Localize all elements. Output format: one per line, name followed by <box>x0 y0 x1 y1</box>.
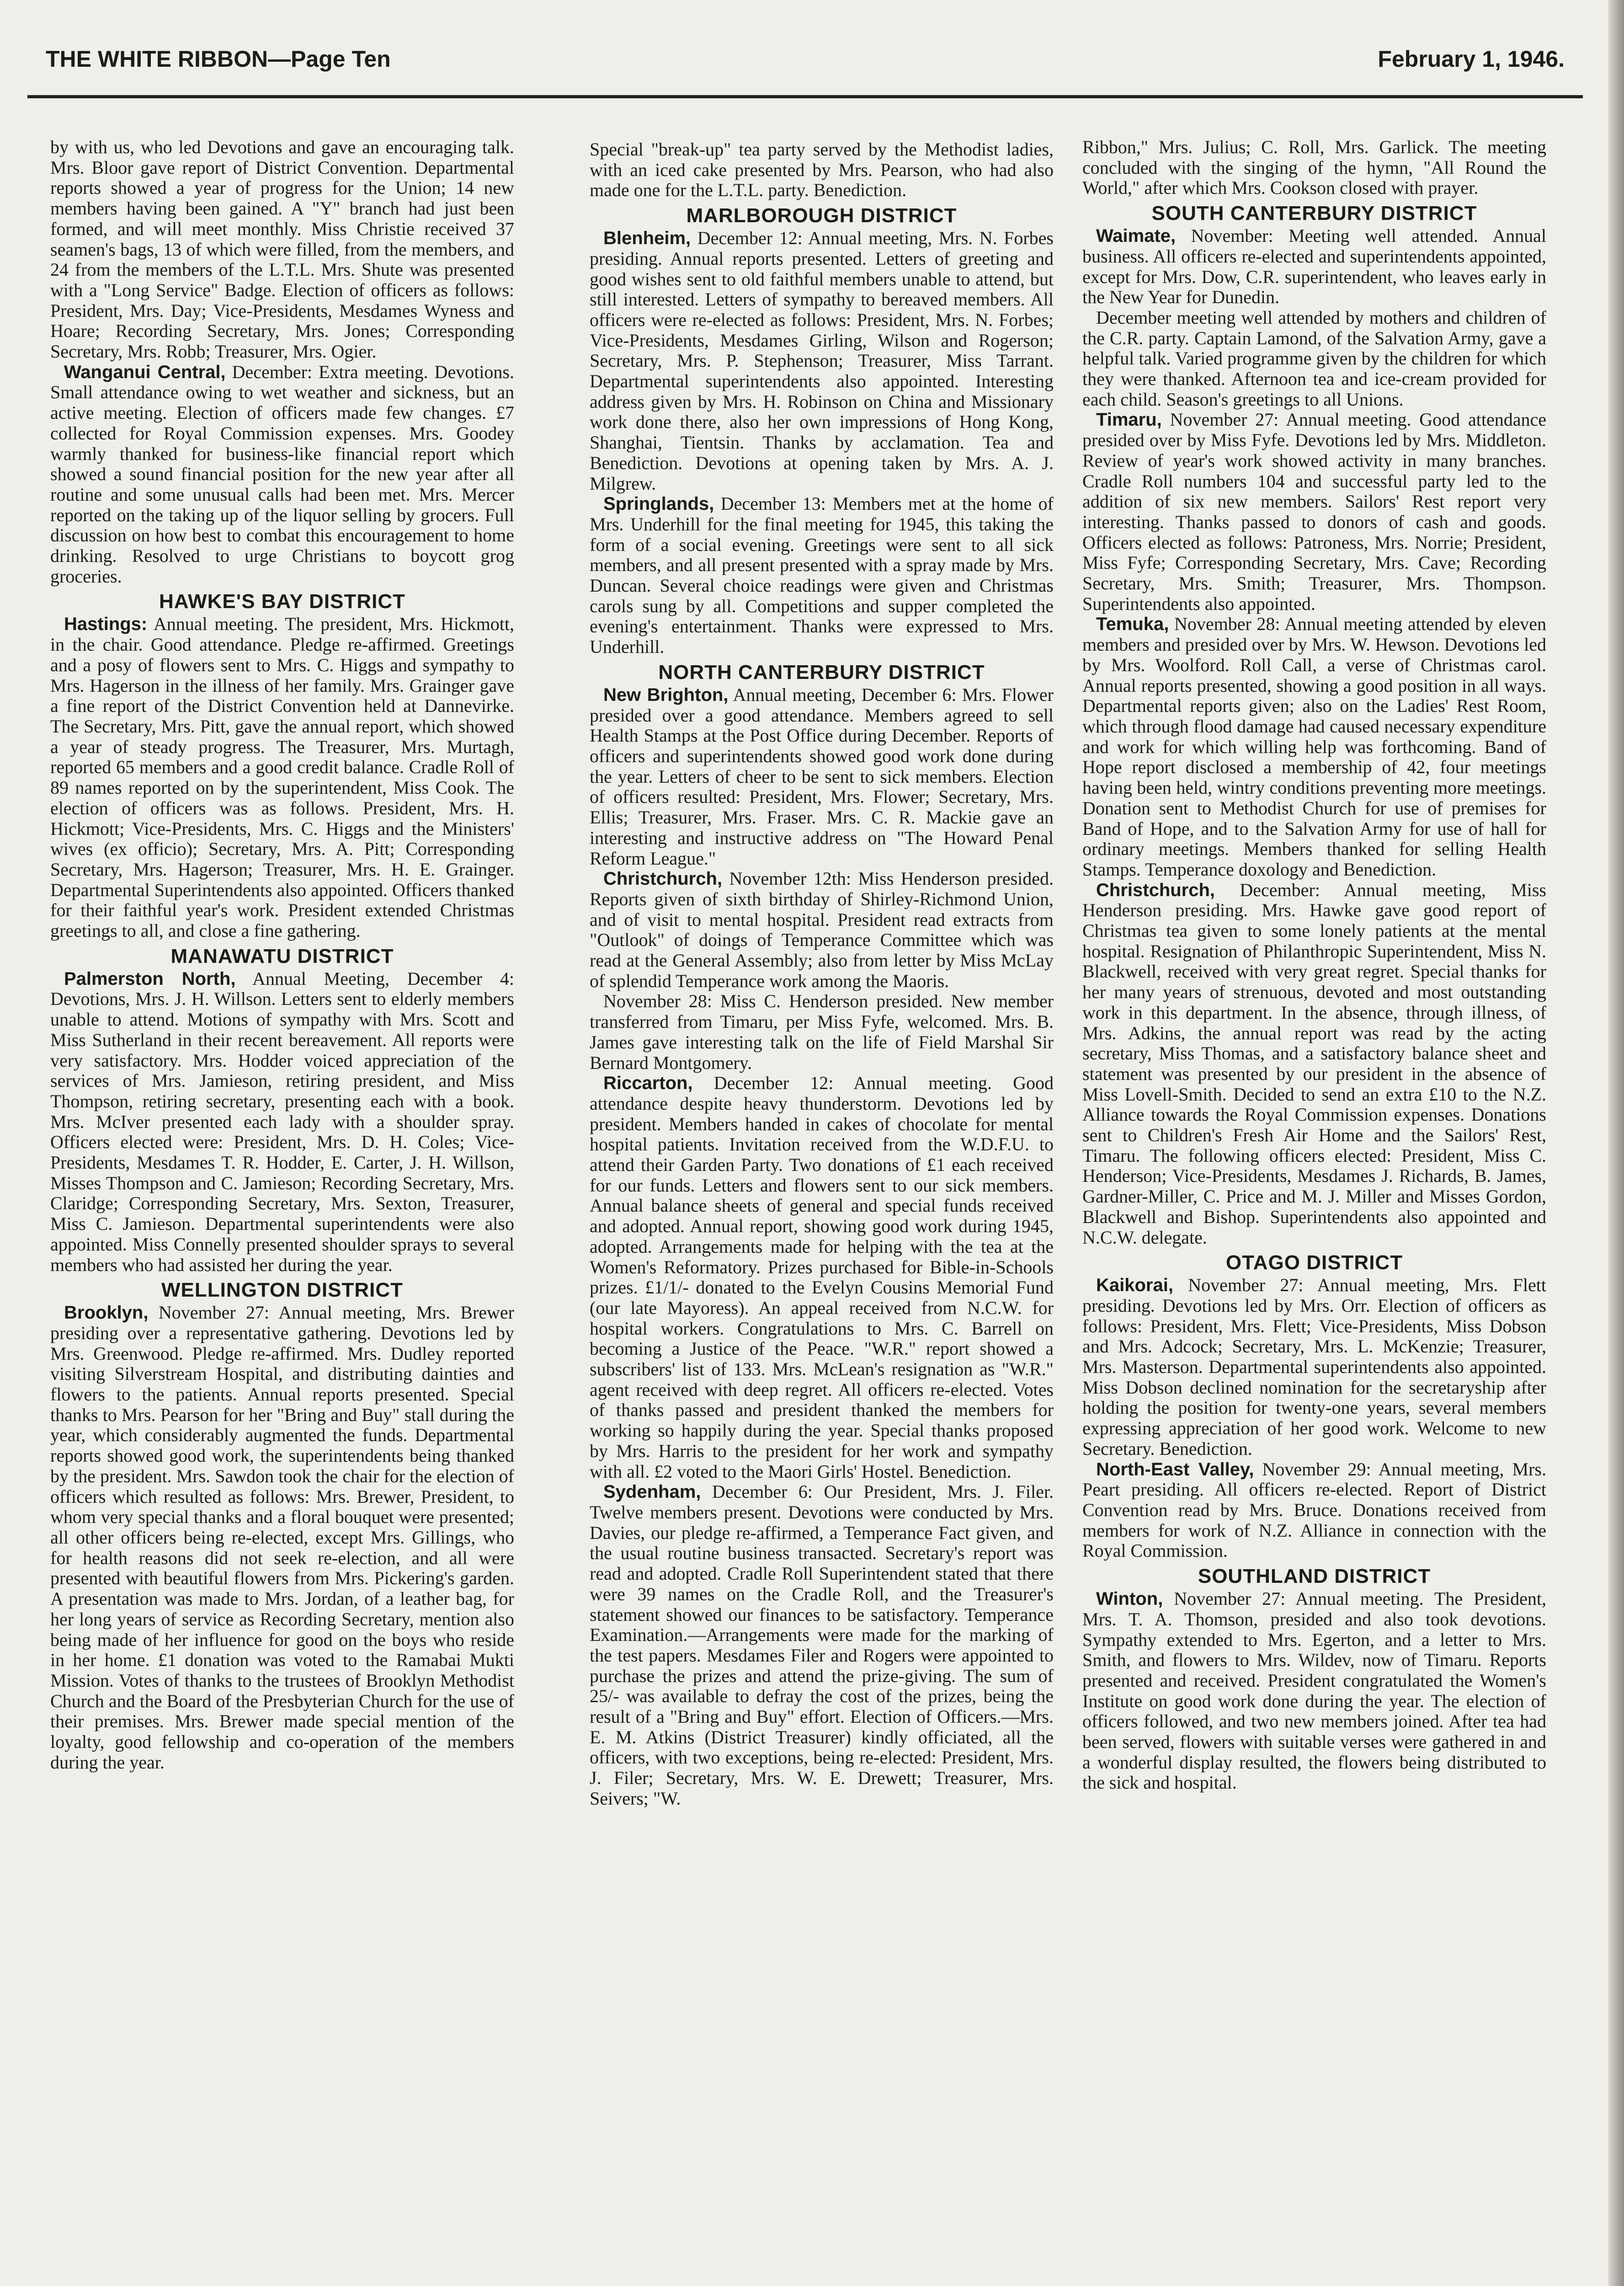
district-heading: HAWKE'S BAY DISTRICT <box>159 590 405 613</box>
branch-name: Palmerston North, <box>64 968 236 989</box>
district-heading: MANAWATU DISTRICT <box>170 945 394 967</box>
report-paragraph <box>50 137 514 362</box>
report-text: November 28: Miss C. Henderson presided. New member transferred from Timaru, per Miss Fyfe, welcomed. Mrs. B. James gave interesting talk on the life of Field Marshal Sir Bernard Montgomery. <box>590 991 1054 1073</box>
branch-name: Christchurch, <box>603 869 723 889</box>
report-text: November 12th: Miss Henderson presided. Reports given of sixth birthday of Shirley-Richmond Union, and of visit to mental hospital. President read extracts from "Outlook" of doings of Temperance Committee which was read at the General Assembly; also from letter by Miss McLay of splendid Temperance work among the Maoris. <box>590 868 1054 991</box>
branch-name: North-East Valley, <box>1096 1459 1254 1479</box>
branch-name: Sydenham, <box>603 1482 701 1502</box>
report-paragraph <box>590 869 1054 991</box>
report-paragraph <box>590 228 1054 494</box>
report-text: Annual meeting. The president, Mrs. Hickmott, in the chair. Good attendance. Pledge re-affirmed. Greetings and a posy of flowers sent to Mrs. C. Higgs and sympathy to Mrs. Hagerson in the illness of her family. Mrs. Grainger gave a fine report of the District Convention held at Dannevirke. The Secretary, Mrs. Pitt, gave the annual report, which showed a year of steady progress. The Treasurer, Mrs. Murtagh, reported 65 members and a good credit balance. Cradle Roll of 89 names reported on by the superintendent, Miss Cook. The election of officers was as follows. President, Mrs. H. Hickmott; Vice-Presidents, Mrs. C. Higgs and the Ministers' wives (ex officio); Secretary, Mrs. A. Pitt; Corresponding Secretary, Mrs. Hagerson; Treasurer, Mrs. H. E. Grainger. Departmental Superintendents also appointed. Officers thanked for their faithful year's work. President extended Christmas greetings to all, and close a fine gathering. <box>50 614 514 941</box>
district-heading: SOUTHLAND DISTRICT <box>1198 1565 1431 1588</box>
column-1 <box>50 137 514 1773</box>
report-text: December: Extra meeting. Devotions. Small attendance owing to wet weather and sickness, but an active meeting. Election of officers made few changes. £7 collected for Royal Commission expenses. Mrs. Goodey warmly thanked for business-like financial report which showed a sound financial position for the new year after all routine and some unusual calls had been met. Mrs. Mercer reported on the taking up of the liquor selling by grocers. Full discussion on how best to combat this encouragement to home drinking. Resolved to urge Christians to boycott grog groceries. <box>50 361 514 587</box>
page-edge <box>1608 0 1624 2286</box>
report-text: Annual meeting, December 6: Mrs. Flower presided over a good attendance. Members agreed to sell Health Stamps at the Post Office during December. Reports of officers and superintendents showed good work done during the year. Letters of cheer to be sent to sick members. Election of officers resulted: President, Mrs. Flower; Secretary, Mrs. Ellis; Treasurer, Mrs. Fraser. Mrs. C. R. Mackie gave an interesting and instructive address on "The Howard Penal Reform League." <box>590 684 1054 869</box>
branch-name: Winton, <box>1096 1589 1163 1609</box>
branch-name: Blenheim, <box>603 228 691 249</box>
report-paragraph <box>1082 1275 1546 1459</box>
report-text: by with us, who led Devotions and gave an encouraging talk. Mrs. Bloor gave report of District Convention. Departmental reports showed a year of progress for the Union; 14 new members having been gained. A "Y" branch had just been formed, and will meet monthly. Miss Christie received 37 seamen's bags, 13 of which were filled, from the members, and 24 from the members of the L.T.L. Mrs. Shute was presented with a "Long Service" Badge. Election of officers as follows: President, Mrs. Day; Vice-Presidents, Mesdames Wyness and Hoare; Recording Secretary, Mrs. Jones; Corresponding Secretary, Mrs. Robb; Treasurer, Mrs. Ogier. <box>50 137 514 362</box>
report-text: November 27: Annual meeting, Mrs. Brewer presiding over a representative gathering. Devotions led by Mrs. Greenwood. Pledge re-affirmed. Mrs. Dudley reported visiting Silverstream Hospital, and distributing dainties and flowers to the patients. Annual reports presented. Special thanks to Mrs. Pearson for her "Bring and Buy" stall during the year, which considerably augmented the funds. Departmental reports showed good work, the superintendents being thanked by the president. Mrs. Sawdon took the chair for the election of officers which resulted as follows: Mrs. Brewer, President, to whom very special thanks and a floral bouquet were presented; all other officers being re-elected, except Mrs. Gillings, who for health reasons did not seek re-election, and all were presented with beautiful flowers from Mrs. Pickering's garden. A presentation was made to Mrs. Jordan, of a leather bag, for her long years of service as Recording Secretary, mention also being made of her influence for good on the boys who reside in her home. £1 donation was voted to the Ramabai Mukti Mission. Votes of thanks to the trustees of Brooklyn Methodist Church and the Board of the Presbyterian Church for the use of their premises. Mrs. Brewer made special mention of the loyalty, good fellowship and co-operation of the members during the year. <box>50 1302 514 1773</box>
branch-name: Hastings: <box>64 614 148 635</box>
report-text: December 13: Members met at the home of Mrs. Underhill for the final meeting for 1945, this taking the form of a social evening. Greetings were sent to all sick members, and all present presented with a spray made by Mrs. Duncan. Several choice readings were given and Christmas carols sung by all. Competitions and supper completed the evening's entertainment. Thanks were expressed to Mrs. Underhill. <box>590 493 1054 657</box>
report-text: November: Meeting well attended. Annual business. All officers re-elected and superintendents appointed, except for Mrs. Dow, C.R. superintendent, who leaves early in the New Year for Dunedin. <box>1082 225 1546 308</box>
report-paragraph <box>1082 308 1546 410</box>
district-heading: MARLBOROUGH DISTRICT <box>686 204 957 227</box>
header-rule <box>27 95 1583 98</box>
branch-name: Timaru, <box>1096 410 1162 430</box>
report-paragraph <box>1082 137 1546 198</box>
report-paragraph <box>590 685 1054 869</box>
report-text: November 27: Annual meeting, Mrs. Flett presiding. Devotions led by Mrs. Orr. Election of officers as follows: President, Mrs. Flett; Vice-Presidents, Miss Dobson and Mrs. Adcock; Secretary, Mrs. L. McKenzie; Treasurer, Mrs. Masterson. Departmental superintendents also appointed. Miss Dobson declined nomination for the secretaryship after holding the position for twenty-one years, several members expressing appreciation of her good work. Welcome to new Secretary. Benediction. <box>1082 1275 1546 1459</box>
report-text: December 6: Our President, Mrs. J. Filer. Twelve members present. Devotions were conducted by Mrs. Davies, our pledge re-affirmed, a Temperance Fact given, and the usual routine business transacted. Secretary's report was read and adopted. Cradle Roll Superintendent stated that there were 39 names on the Cradle Roll, and the Treasurer's statement showed our finances to be satisfactory. Temperance Examination.—Arrangements were made for the marking of the test papers. Mesdames Filer and Rogers were appointed to purchase the prizes and attend the prize-giving. The sum of 25/- was available to defray the cost of the prizes, being the result of a "Bring and Buy" effort. Election of Officers.—Mrs. E. M. Atkins (District Treasurer) kindly officiated, all the officers, with two exceptions, being re-elected: President, Mrs. J. Filer; Secretary, Mrs. W. E. Drewett; Treasurer, Mrs. Seivers; "W. <box>590 1481 1054 1809</box>
report-paragraph <box>590 991 1054 1073</box>
report-paragraph <box>50 1303 514 1773</box>
district-heading: NORTH CANTERBURY DISTRICT <box>658 661 985 684</box>
report-text: November 27: Annual meeting. Good attendance presided over by Miss Fyfe. Devotions led by Mrs. Middleton. Review of year's work showed activity in many branches. Cradle Roll numbers 104 and successful party led to the addition of six new members. Sailors' Rest report very interesting. Thanks passed to donors of cash and goods. Officers elected as follows: Patroness, Mrs. Norrie; President, Miss Fyfe; Corresponding Secretary, Mrs. Cave; Recording Secretary, Mrs. Smith; Treasurer, Mrs. Thompson. Superintendents also appointed. <box>1082 409 1546 614</box>
issue-date: February 1, 1946. <box>1378 46 1565 72</box>
report-paragraph <box>1082 410 1546 614</box>
report-paragraph <box>590 139 1054 201</box>
branch-name: Brooklyn, <box>64 1303 149 1323</box>
report-text: Annual Meeting, December 4: Devotions, Mrs. J. H. Willson. Letters sent to elderly members unable to attend. Motions of sympathy with Mrs. Scott and Miss Sutherland in their recent bereavement. All reports were very satisfactory. Mrs. Hodder voiced appreciation of the services of Mrs. Jamieson, retiring president, and Miss Thompson, retiring secretary, presenting each with a book. Mrs. McIver presented each lady with a shoulder spray. Officers elected were: President, Mrs. D. H. Coles; Vice-Presidents, Mesdames T. R. Hodder, E. Carter, J. H. Willson, Misses Thompson and C. Jamieson; Recording Secretary, Mrs. Claridge; Corresponding Secretary, Mrs. Sexton, Treasurer, Miss C. Jamieson. Departmental superintendents were also appointed. Miss Connelly presented shoulder sprays to several members who had assisted her during the year. <box>50 968 514 1275</box>
report-text: November 29: Annual meeting, Mrs. Peart presiding. All officers re-elected. Report of District Convention read by Mrs. Bruce. Donations received from members for work of N.Z. Alliance in connection with the Royal Commission. <box>1082 1458 1546 1561</box>
branch-name: Wanganui Central, <box>64 362 226 382</box>
report-text: Ribbon," Mrs. Julius; C. Roll, Mrs. Garlick. The meeting concluded with the singing of the hymn, "All Round the World," after which Mrs. Cookson closed with prayer. <box>1082 137 1546 198</box>
branch-name: New Brighton, <box>603 684 729 705</box>
branch-name: Temuka, <box>1096 614 1169 635</box>
report-text: Special "break-up" tea party served by the Methodist ladies, with an iced cake presented by Mrs. Pearson, who had also made one for the L.T.L. party. Benediction. <box>590 139 1054 201</box>
column-3 <box>1082 137 1546 1793</box>
report-paragraph <box>1082 880 1546 1248</box>
report-text: December meeting well attended by mothers and children of the C.R. party. Captain Lamond, of the Salvation Army, gave a helpful talk. Varied programme given by the children for which they were thanked. Afternoon tea and ice-cream provided for each child. Season's greetings to all Unions. <box>1082 307 1546 410</box>
report-text: November 28: Annual meeting attended by eleven members and presided over by Mrs. W. Hewson. Devotions led by Mrs. Woolford. Roll Call, a verse of Christmas carol. Annual reports presented, showing a good position in all ways. Departmental reports given; also on the Ladies' Rest Room, which through flood damage had caused necessary expenditure and work for which willing help was forthcoming. Band of Hope report disclosed a membership of 42, four meetings having been held, wintry conditions preventing more meetings. Donation sent to Methodist Church for use of premises for Band of Hope, and to the Salvation Army for use of hall for ordinary meetings. Members thanked for selling Health Stamps. Temperance doxology and Benediction. <box>1082 614 1546 880</box>
report-text: December 12: Annual meeting. Good attendance despite heavy thunderstorm. Devotions led by president. Members handed in cakes of chocolate for mental hospital patients. Invitation received from the W.D.F.U. to attend their Garden Party. Two donations of £1 each received for our funds. Letters and flowers sent to our sick members. Annual balance sheets of general and special funds received and adopted. Annual report, showing good work during 1945, adopted. Arrangements made for helping with the tea at the Women's Reformatory. Prizes purchased for Bible-in-Schools prizes. £1/1/- donated to the Evelyn Cousins Memorial Fund (our late Mayoress). An appeal received from N.C.W. for hospital workers. Congratulations to Mrs. C. Barrell on becoming a Justice of the Peace. "W.R." report showed a subscribers' list of 133. Mrs. McLean's resignation as "W.R." agent received with deep regret. All officers re-elected. Votes of thanks passed and president thanked the members for working so happily during the year. Special thanks proposed by Mrs. Harris to the president for her work and sympathy with all. £2 voted to the Maori Girls' Hostel. Benediction. <box>590 1073 1054 1482</box>
publication-title: THE WHITE RIBBON—Page Ten <box>46 46 391 72</box>
branch-name: Kaikorai, <box>1096 1275 1173 1296</box>
branch-name: Springlands, <box>603 494 714 514</box>
column-2 <box>590 139 1054 1809</box>
report-text: December 12: Annual meeting, Mrs. N. Forbes presiding. Annual reports presented. Letters of greeting and good wishes sent to old faithful members unable to attend, but still interested. Letters of sympathy to bereaved members. All officers were re-elected as follows: President, Mrs. N. Forbes; Vice-Presidents, Mesdames Girling, Wilson and Rogerson; Secretary, Mrs. P. Stephenson; Treasurer, Miss Tarrant. Departmental superintendents also appointed. Interesting address given by Mrs. H. Robinson on China and Missionary work done there, also her own impressions of Hong Kong, Shanghai, Tientsin. Thanks by acclamation. Tea and Benediction. Devotions at opening taken by Mrs. A. J. Milgrew. <box>590 228 1054 494</box>
branch-name: Christchurch, <box>1096 880 1215 900</box>
report-paragraph <box>590 1073 1054 1482</box>
branch-name: Riccarton, <box>603 1073 693 1094</box>
report-text: November 27: Annual meeting. The President, Mrs. T. A. Thomson, presided and also took devotions. Sympathy extended to Mrs. Egerton, and a letter to Mrs. Smith, and flowers to Mrs. Wildev, now of Timaru. Reports presented and received. President congratulated the Women's Institute on good work done during the year. The election of officers followed, and two new members joined. After tea had been served, flowers with suitable verses were gathered in and a wonderful display resulted, the flowers being distributed to the sick and hospital. <box>1082 1588 1546 1793</box>
report-paragraph <box>50 969 514 1276</box>
report-paragraph <box>50 614 514 941</box>
report-paragraph <box>1082 614 1546 880</box>
report-paragraph <box>1082 226 1546 308</box>
report-paragraph <box>590 1482 1054 1809</box>
branch-name: Waimate, <box>1096 226 1176 246</box>
report-text: December: Annual meeting, Miss Henderson presiding. Mrs. Hawke gave good report of Christmas tea given to some lonely patients at the mental hospital. Resignation of Philanthropic Superintendent, Miss N. Blackwell, received with very great regret. Special thanks for her many years of strenuous, devoted and most outstanding work in this department. In the absence, through illness, of Mrs. Adkins, the annual report was read by the acting secretary, Miss Thomas, and a satisfactory balance sheet and statement was presented by our president in the absence of Miss Lovell-Smith. Decided to send an extra £10 to the N.Z. Alliance towards the Royal Commission expenses. Donations sent to Children's Fresh Air Home and the Sailors' Rest, Timaru. The following officers elected: President, Miss C. Henderson; Vice-Presidents, Mesdames J. Richards, B. James, Gardner-Miller, C. Price and M. J. Miller and Misses Gordon, Blackwell and Bishop. Superintendents also appointed and N.C.W. delegate. <box>1082 879 1546 1248</box>
report-paragraph <box>1082 1589 1546 1793</box>
report-paragraph <box>1082 1459 1546 1562</box>
report-paragraph <box>590 494 1054 657</box>
page-header <box>46 27 1565 82</box>
report-paragraph <box>50 362 514 587</box>
district-heading: SOUTH CANTERBURY DISTRICT <box>1151 202 1477 225</box>
district-heading: OTAGO DISTRICT <box>1225 1251 1403 1274</box>
district-heading: WELLINGTON DISTRICT <box>161 1279 404 1302</box>
